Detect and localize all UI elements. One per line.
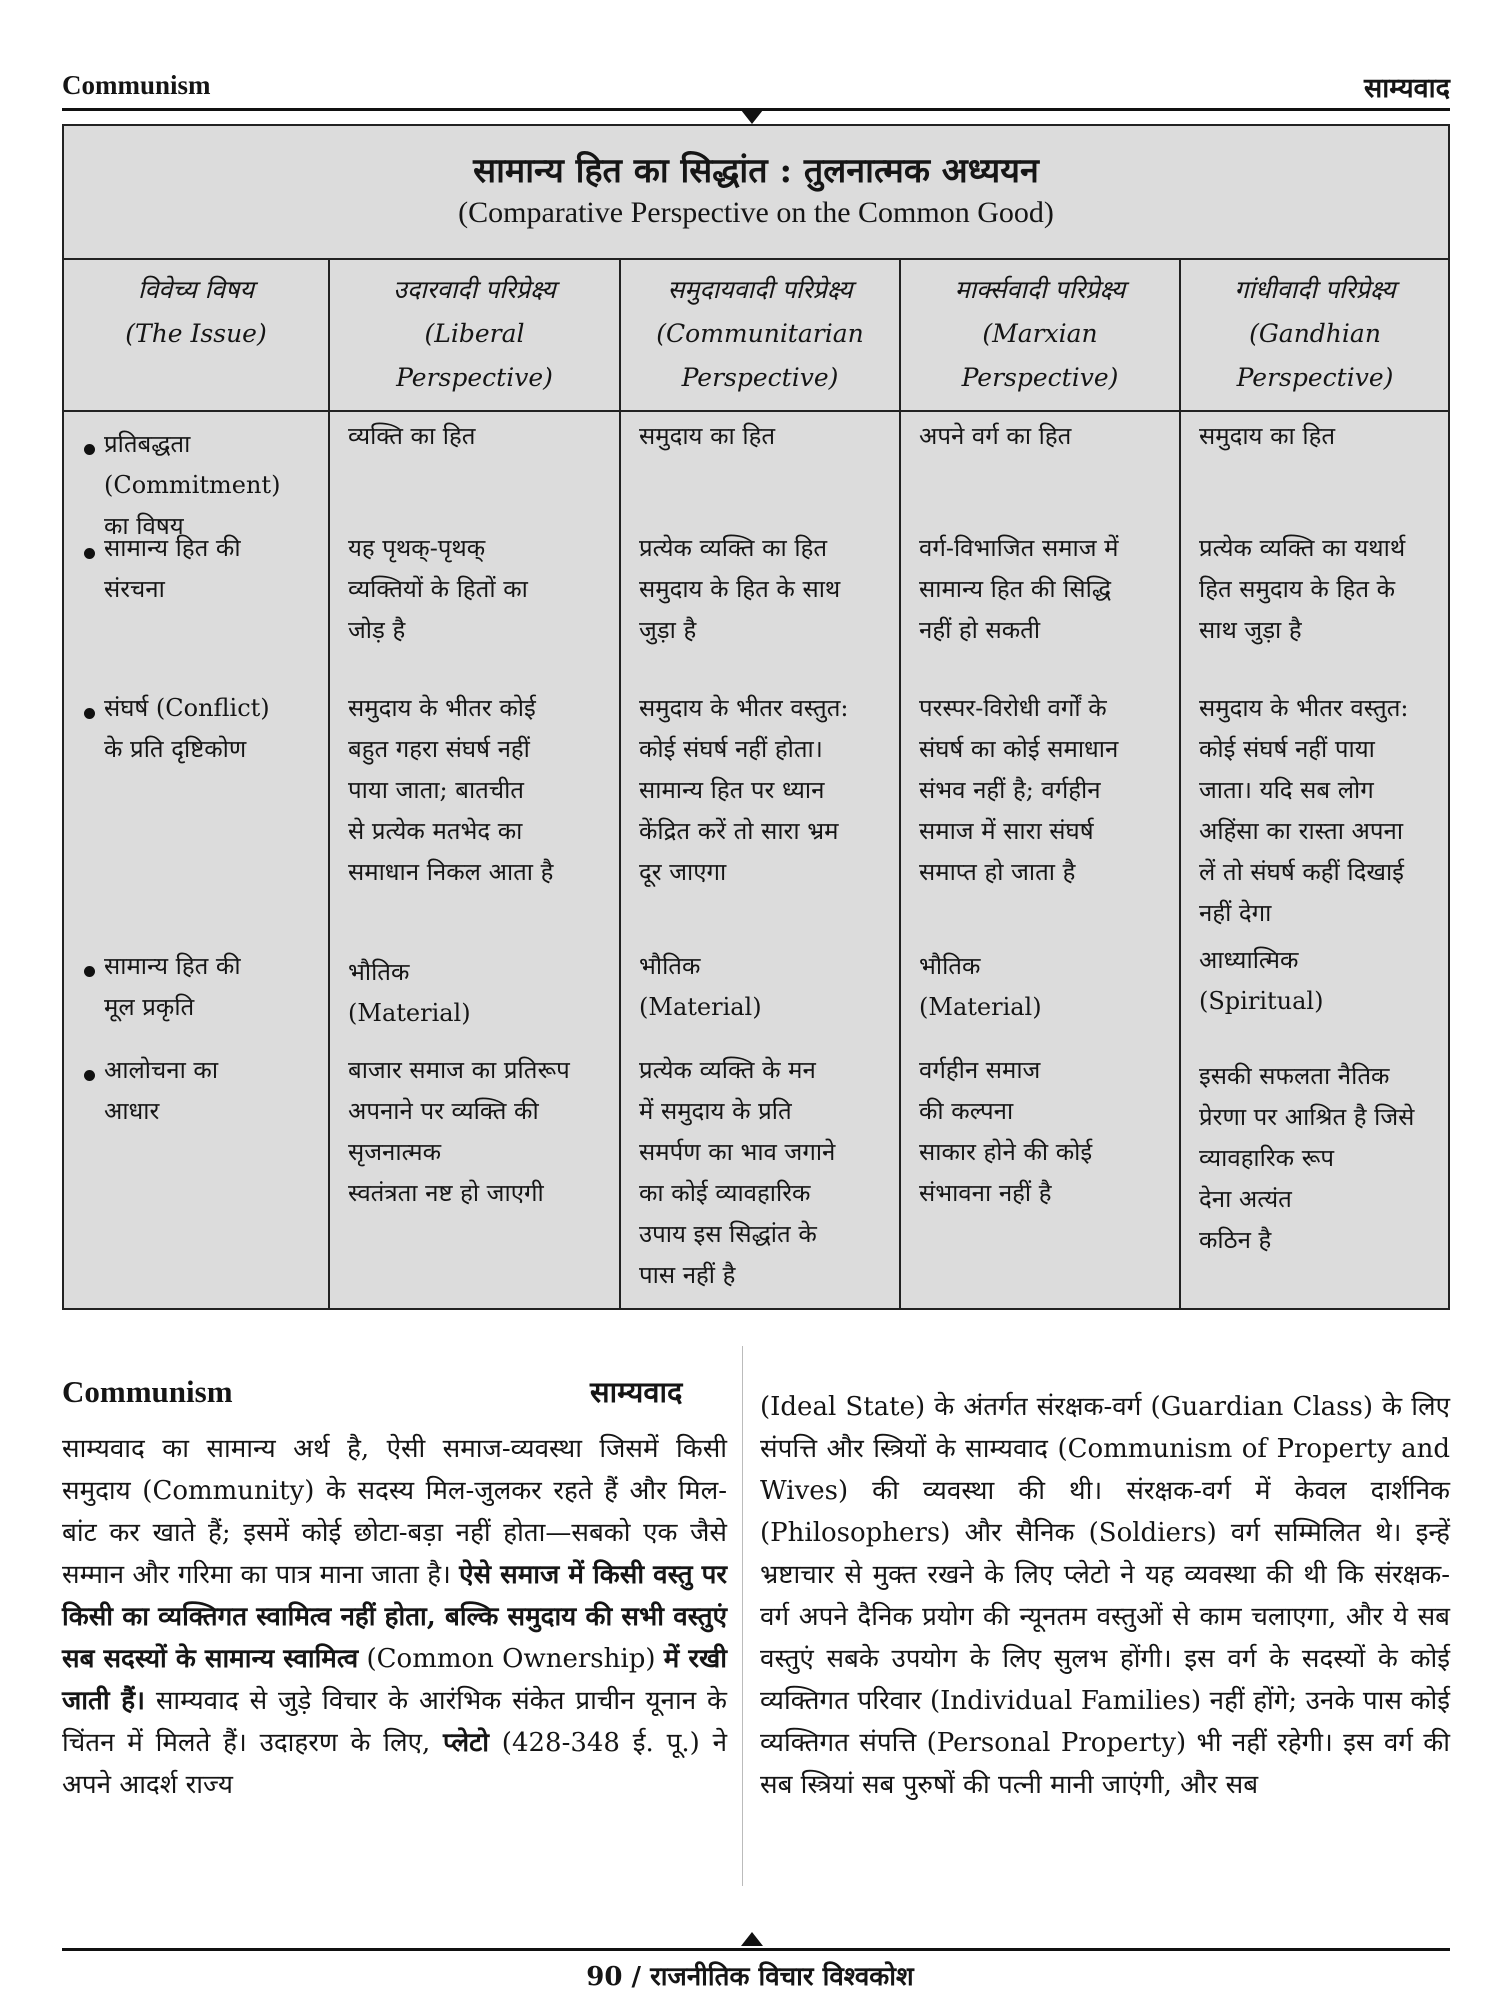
table-title (64, 126, 1448, 260)
column-divider (1179, 258, 1181, 1308)
row-criticism-issue: आलोचना का आधार (104, 1056, 219, 1125)
column-divider (899, 258, 901, 1308)
row-criticism-gandhian: इसकी सफलता नैतिक प्रेरणा पर आश्रित है जिसे व्यावहारिक रूप देना अत्यंत कठिन है (1199, 1062, 1415, 1254)
running-head-en: Communism (62, 70, 211, 100)
section-heading-english: Communism (62, 1374, 233, 1409)
bullet-icon (84, 966, 95, 977)
column-divider (619, 258, 621, 1308)
left-column-paragraph: साम्यवाद का सामान्य अर्थ है, ऐसी समाज-व्यवस्था जिसमें किसी समुदाय (Community) के सदस्य मिल-जुलकर रहते हैं और मिल-बांट कर खाते हैं; इसमें कोई छोटा-बड़ा नहीं होता—सबको एक जैसे सम्मान और गरिमा का पात्र माना जाता है। ऐसे समाज में किसी वस्तु पर किसी का व्यक्तिगत स्वामित्व नहीं होता, बल्कि समुदाय की सभी वस्तुएं सब सदस्यों के सामान्य स्वामित्व (Common Ownership) में रखी जाती हैं। साम्यवाद से जुड़े विचार के आरंभिक संकेत प्राचीन यूनान के चिंतन में मिलते हैं। उदाहरण के लिए, प्लेटो (428-348 ई. पू.) ने अपने आदर्श राज्य (62, 1434, 728, 1800)
running-head-hi: साम्यवाद (1363, 73, 1450, 104)
bullet-icon (84, 548, 95, 559)
row-conflict-issue: संघर्ष (Conflict) के प्रति दृष्टिकोण (104, 694, 270, 763)
column-rule (742, 1346, 743, 1886)
row-criticism-liberal: बाजार समाज का प्रतिरूप अपनाने पर व्यक्ति की सृजनात्मक स्वतंत्रता नष्ट हो जाएगी (348, 1056, 570, 1207)
row-conflict-marxian: परस्पर-विरोधी वर्गों के संघर्ष का कोई समाधान संभव नहीं है; वर्गहीन समाज में सारा संघर्ष समाप्त हो जाता है (919, 694, 1119, 886)
row-nature-liberal: भौतिक (Material) (348, 958, 471, 1027)
page-header (62, 66, 1450, 106)
bullet-icon (84, 1070, 95, 1081)
row-structure-marxian: वर्ग-विभाजित समाज में सामान्य हित की सिद्धि नहीं हो सकती (919, 534, 1119, 644)
row-nature-gandhian: आध्यात्मिक (Spiritual) (1199, 946, 1324, 1015)
row-structure-issue: सामान्य हित की संरचना (104, 534, 241, 603)
table-title-english: (Comparative Perspective on the Common Good) (458, 196, 1054, 229)
row-conflict-liberal: समुदाय के भीतर कोई बहुत गहरा संघर्ष नहीं पाया जाता; बातचीत से प्रत्येक मतभेद का समाधान निकल आता है (348, 694, 554, 886)
col-head-gandhian: गांधीवादी परिप्रेक्ष्य (Gandhian Perspective) (1234, 275, 1396, 392)
row-conflict-communitarian: समुदाय के भीतर वस्तुत: कोई संघर्ष नहीं होता। सामान्य हित पर ध्यान केंद्रित करें तो सारा भ्रम दूर जाएगा (639, 694, 849, 886)
section-heading-hindi: साम्यवाद (590, 1375, 683, 1409)
col-head-marxian: मार्क्सवादी परिप्रेक्ष्य (Marxian Perspective) (954, 275, 1126, 392)
row-nature-marxian: भौतिक (Material) (919, 952, 1042, 1021)
row-nature-communitarian: भौतिक (Material) (639, 952, 762, 1021)
footer-rule (62, 1948, 1450, 1951)
row-structure-communitarian: प्रत्येक व्यक्ति का हित समुदाय के हित के साथ जुड़ा है (639, 534, 841, 644)
right-column-paragraph: (Ideal State) के अंतर्गत संरक्षक-वर्ग (Guardian Class) के लिए संपत्ति और स्त्रियों के साम्यवाद (Communism of Property and Wives) की व्यवस्था की थी। संरक्षक-वर्ग में केवल दार्शनिक (Philosophers) और सैनिक (Soldiers) वर्ग सम्मिलित थे। इन्हें भ्रष्टाचार से मुक्त रखने के लिए प्लेटो ने यह व्यवस्था की थी कि संरक्षक-वर्ग अपने दैनिक प्रयोग की न्यूनतम वस्तुओं से काम चलाएगा, और ये सब वस्तुएं सबके उपयोग के लिए सुलभ होंगी। इस वर्ग के सदस्यों के कोई व्यक्तिगत परिवार (Individual Families) नहीं होंगे; उनके पास कोई व्यक्तिगत संपत्ति (Personal Property) भी नहीं रहेगी। इस वर्ग की सब स्त्रियां सब पुरुषों की पत्नी मानी जाएंगी, और सब (760, 1392, 1450, 1800)
col-head-communitarian: समुदायवादी परिप्रेक्ष्य (Communitarian Perspective) (656, 275, 864, 392)
header-triangle-marker (741, 110, 763, 124)
row-commitment-issue: प्रतिबद्धता (Commitment) का विषय (104, 430, 281, 540)
row-nature-issue: सामान्य हित की मूल प्रकृति (104, 952, 241, 1021)
col-head-issue: विवेच्य विषय (The Issue) (125, 275, 267, 348)
header-row-divider (64, 410, 1448, 412)
row-commitment-gandhian: समुदाय का हित (1199, 422, 1336, 450)
row-structure-gandhian: प्रत्येक व्यक्ति का यथार्थ हित समुदाय के हित के साथ जुड़ा है (1199, 534, 1406, 644)
column-divider (328, 258, 330, 1308)
row-commitment-marxian: अपने वर्ग का हित (919, 422, 1072, 450)
footer-triangle-marker (741, 1932, 763, 1946)
table-title-hindi: सामान्य हित का सिद्धांत : तुलनात्मक अध्ययन (473, 151, 1039, 191)
row-structure-liberal: यह पृथक्-पृथक् व्यक्तियों के हितों का जोड़ है (348, 534, 528, 644)
row-conflict-gandhian: समुदाय के भीतर वस्तुत: कोई संघर्ष नहीं पाया जाता। यदि सब लोग अहिंसा का रास्ता अपना लें तो संघर्ष कहीं दिखाई नहीं देगा (1199, 694, 1409, 927)
bullet-icon (84, 708, 95, 719)
comparison-table (62, 124, 1450, 1310)
row-commitment-liberal: व्यक्ति का हित (348, 422, 476, 450)
row-criticism-communitarian: प्रत्येक व्यक्ति के मन में समुदाय के प्रति समर्पण का भाव जगाने का कोई व्यावहारिक उपाय इस सिद्धांत के पास नहीं है (639, 1056, 836, 1289)
row-commitment-communitarian: समुदाय का हित (639, 422, 776, 450)
page-footer: 90 / राजनीतिक विचार विश्वकोश (586, 1962, 914, 1992)
row-criticism-marxian: वर्गहीन समाज की कल्पना साकार होने की कोई संभावना नहीं है (919, 1056, 1093, 1207)
bullet-icon (84, 444, 95, 455)
col-head-liberal: उदारवादी परिप्रेक्ष्य (Liberal Perspective) (393, 275, 556, 392)
